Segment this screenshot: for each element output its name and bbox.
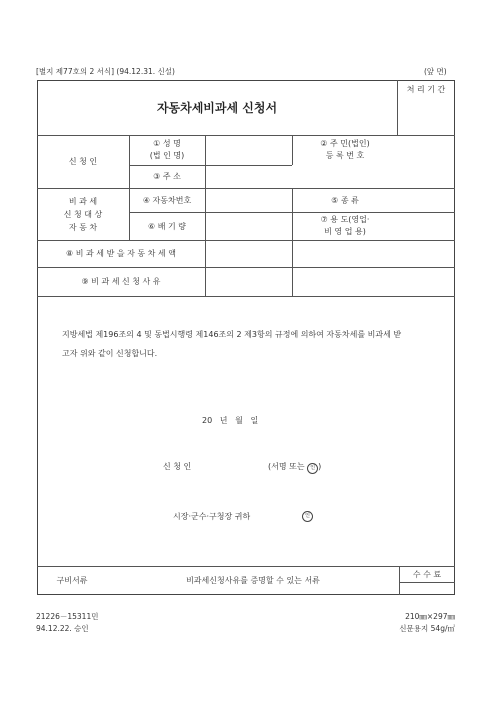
displacement-label: ⑥ 배 기 량 [148,221,186,231]
vehicle-section-label: 비 과 세 신 청 대 상 자 동 차 [63,196,103,232]
vehicle-type-label: ⑤ 종 류 [331,195,359,205]
vehicle-usage-label: ⑦ 용 도(영업· 비 영 업 용) [320,215,370,236]
fee-field[interactable] [400,583,455,595]
seal-icon: 인 [302,511,313,522]
exempt-tax-amount-label: ⑧ 비 과 세 받 을 자 동 차 세 액 [66,249,176,258]
address-label: ③ 주 소 [153,172,181,181]
signature-field[interactable] [205,457,263,473]
vehicle-usage-field[interactable] [398,213,455,240]
displacement-field[interactable] [206,213,292,240]
exemption-reason-field[interactable] [206,268,455,296]
vehicle-number-label: ④ 자동차번호 [142,195,192,205]
vehicle-number-field[interactable] [206,189,292,212]
form-title: 자동차세비과세 신청서 [156,101,278,115]
name-label: ① 성 명 (법 인 명) [149,139,185,160]
signature-hint: (서명 또는 인 ) [268,461,321,474]
addressee: 시장·군수·구청장 귀하 [173,512,251,521]
applicant-label: 신 청 인 [68,157,98,166]
application-statement: 지방세법 제196조의 4 및 동법시행령 제146조의 2 제3항의 규정에 의하여 자동차세를 비과세 받 고자 위와 같이 신청합니다. [62,330,402,358]
footer-paper-spec: 210㎜×297㎜ 신문용지 54g/㎡ [399,612,455,633]
fee-label: 수 수 료 [412,569,442,579]
signature-applicant-label: 신 청 인 [163,462,192,471]
footer-approval: 21226－15311민 94.12.22. 승인 [36,612,99,633]
processing-period-field[interactable] [397,96,455,135]
processing-period-label: 처 리 기 간 [406,84,446,94]
form-reference: [별지 제77호의 2 서식] (94.12.31. 신설) [36,67,175,76]
exempt-tax-amount-field[interactable] [206,241,455,267]
required-documents-label: 구비서류 [56,576,88,585]
vehicle-type-field[interactable] [398,189,455,212]
required-documents-text: 비과세신청사유를 증명할 수 있는 서류 [186,576,320,585]
registration-number-label: ② 주 민(법인) 등 록 번 호 [320,139,370,160]
application-date: 20 년 월 일 [202,416,259,425]
name-field[interactable] [206,136,292,165]
exemption-reason-label: ⑨ 비 과 세 신 청 사 유 [81,277,161,286]
seal-icon: 인 [307,463,318,474]
page-side-label: (앞 면) [424,67,447,76]
address-field[interactable] [206,166,455,188]
